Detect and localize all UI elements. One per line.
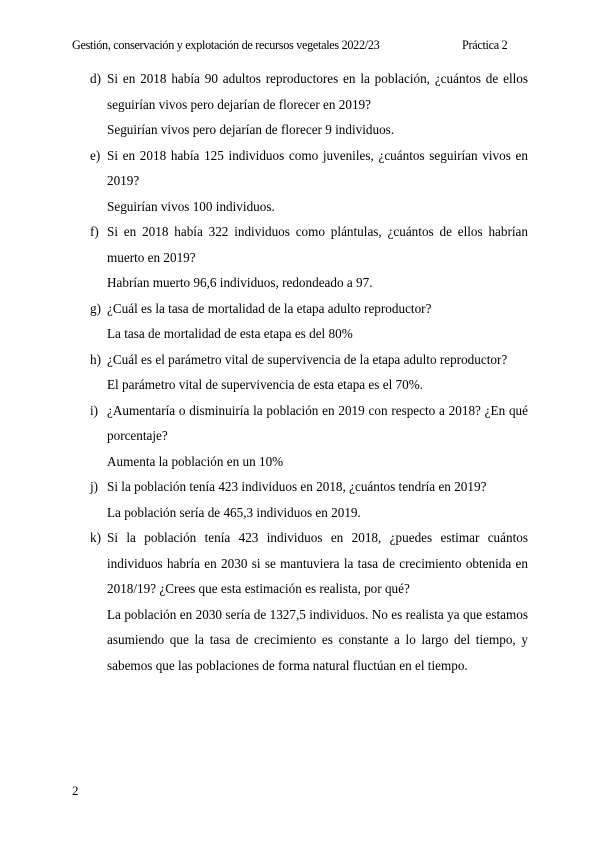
question-text: ¿Cuál es el parámetro vital de supervivencia de la etapa adulto reproductor? <box>107 351 508 367</box>
list-item <box>72 143 528 220</box>
item-marker: g) <box>90 300 101 316</box>
question-text: Si la población tenía 423 individuos en 2018, ¿cuántos tendría en 2019? <box>107 479 487 494</box>
page-header <box>72 38 522 54</box>
document-title: Gestión, conservación y explotación de recursos vegetales 2022/23 <box>72 38 380 52</box>
item-marker: j) <box>90 479 99 494</box>
list-item <box>72 66 528 143</box>
answer-text: El parámetro vital de supervivencia de esta etapa es el 70%. <box>107 377 423 392</box>
question-text: Si la población tenía 423 individuos en 2018, ¿puedes estimar cuántos individuos habría en 2030 si se mantuviera la tasa de crecimiento obtenida en 2018/19? ¿Crees que esta estimación es realista, por qué? <box>107 530 528 596</box>
question-text: ¿Cuál es la tasa de mortalidad de la etapa adulto reproductor? <box>107 300 432 316</box>
answer-text: La población sería de 465,3 individuos en 2019. <box>107 504 361 520</box>
list-item <box>72 347 528 398</box>
list-item <box>72 398 528 475</box>
page-number: 2 <box>72 783 79 798</box>
list-item <box>72 296 528 347</box>
answer-text: Aumenta la población en un 10% <box>107 453 284 469</box>
item-marker: h) <box>90 351 101 367</box>
list-item <box>72 525 528 678</box>
answer-text: Habrían muerto 96,6 individuos, redondeado a 97. <box>107 275 373 290</box>
list-item <box>72 219 528 296</box>
item-marker: d) <box>90 71 101 86</box>
item-marker: k) <box>90 530 101 545</box>
item-marker: e) <box>90 147 101 163</box>
item-marker: i) <box>90 402 99 418</box>
answer-text: La tasa de mortalidad de esta etapa es del 80% <box>107 326 353 341</box>
item-marker: f) <box>90 224 99 239</box>
section-label: Práctica 2 <box>462 38 508 52</box>
question-list <box>72 66 528 678</box>
answer-text: Seguirían vivos 100 individuos. <box>107 198 275 214</box>
answer-text: La población en 2030 sería de 1327,5 individuos. No es realista ya que estamos asumiendo que la tasa de crecimiento es constante a lo largo del tiempo, y sabemos que las poblaciones de forma natural fluctúan en el tiempo. <box>107 606 528 673</box>
list-item <box>72 474 528 525</box>
question-text: Si en 2018 había 90 adultos reproductores en la población, ¿cuántos de ellos seguirían vivos pero dejarían de florecer en 2019? <box>107 71 528 112</box>
answer-text: Seguirían vivos pero dejarían de florecer 9 individuos. <box>107 122 395 137</box>
question-text: Si en 2018 había 125 individuos como juveniles, ¿cuántos seguirían vivos en 2019? <box>107 147 528 188</box>
question-text: ¿Aumentaría o disminuiría la población en 2019 con respecto a 2018? ¿En qué porcentaje? <box>107 402 528 443</box>
question-text: Si en 2018 había 322 individuos como plántulas, ¿cuántos de ellos habrían muerto en 2019? <box>107 224 528 265</box>
